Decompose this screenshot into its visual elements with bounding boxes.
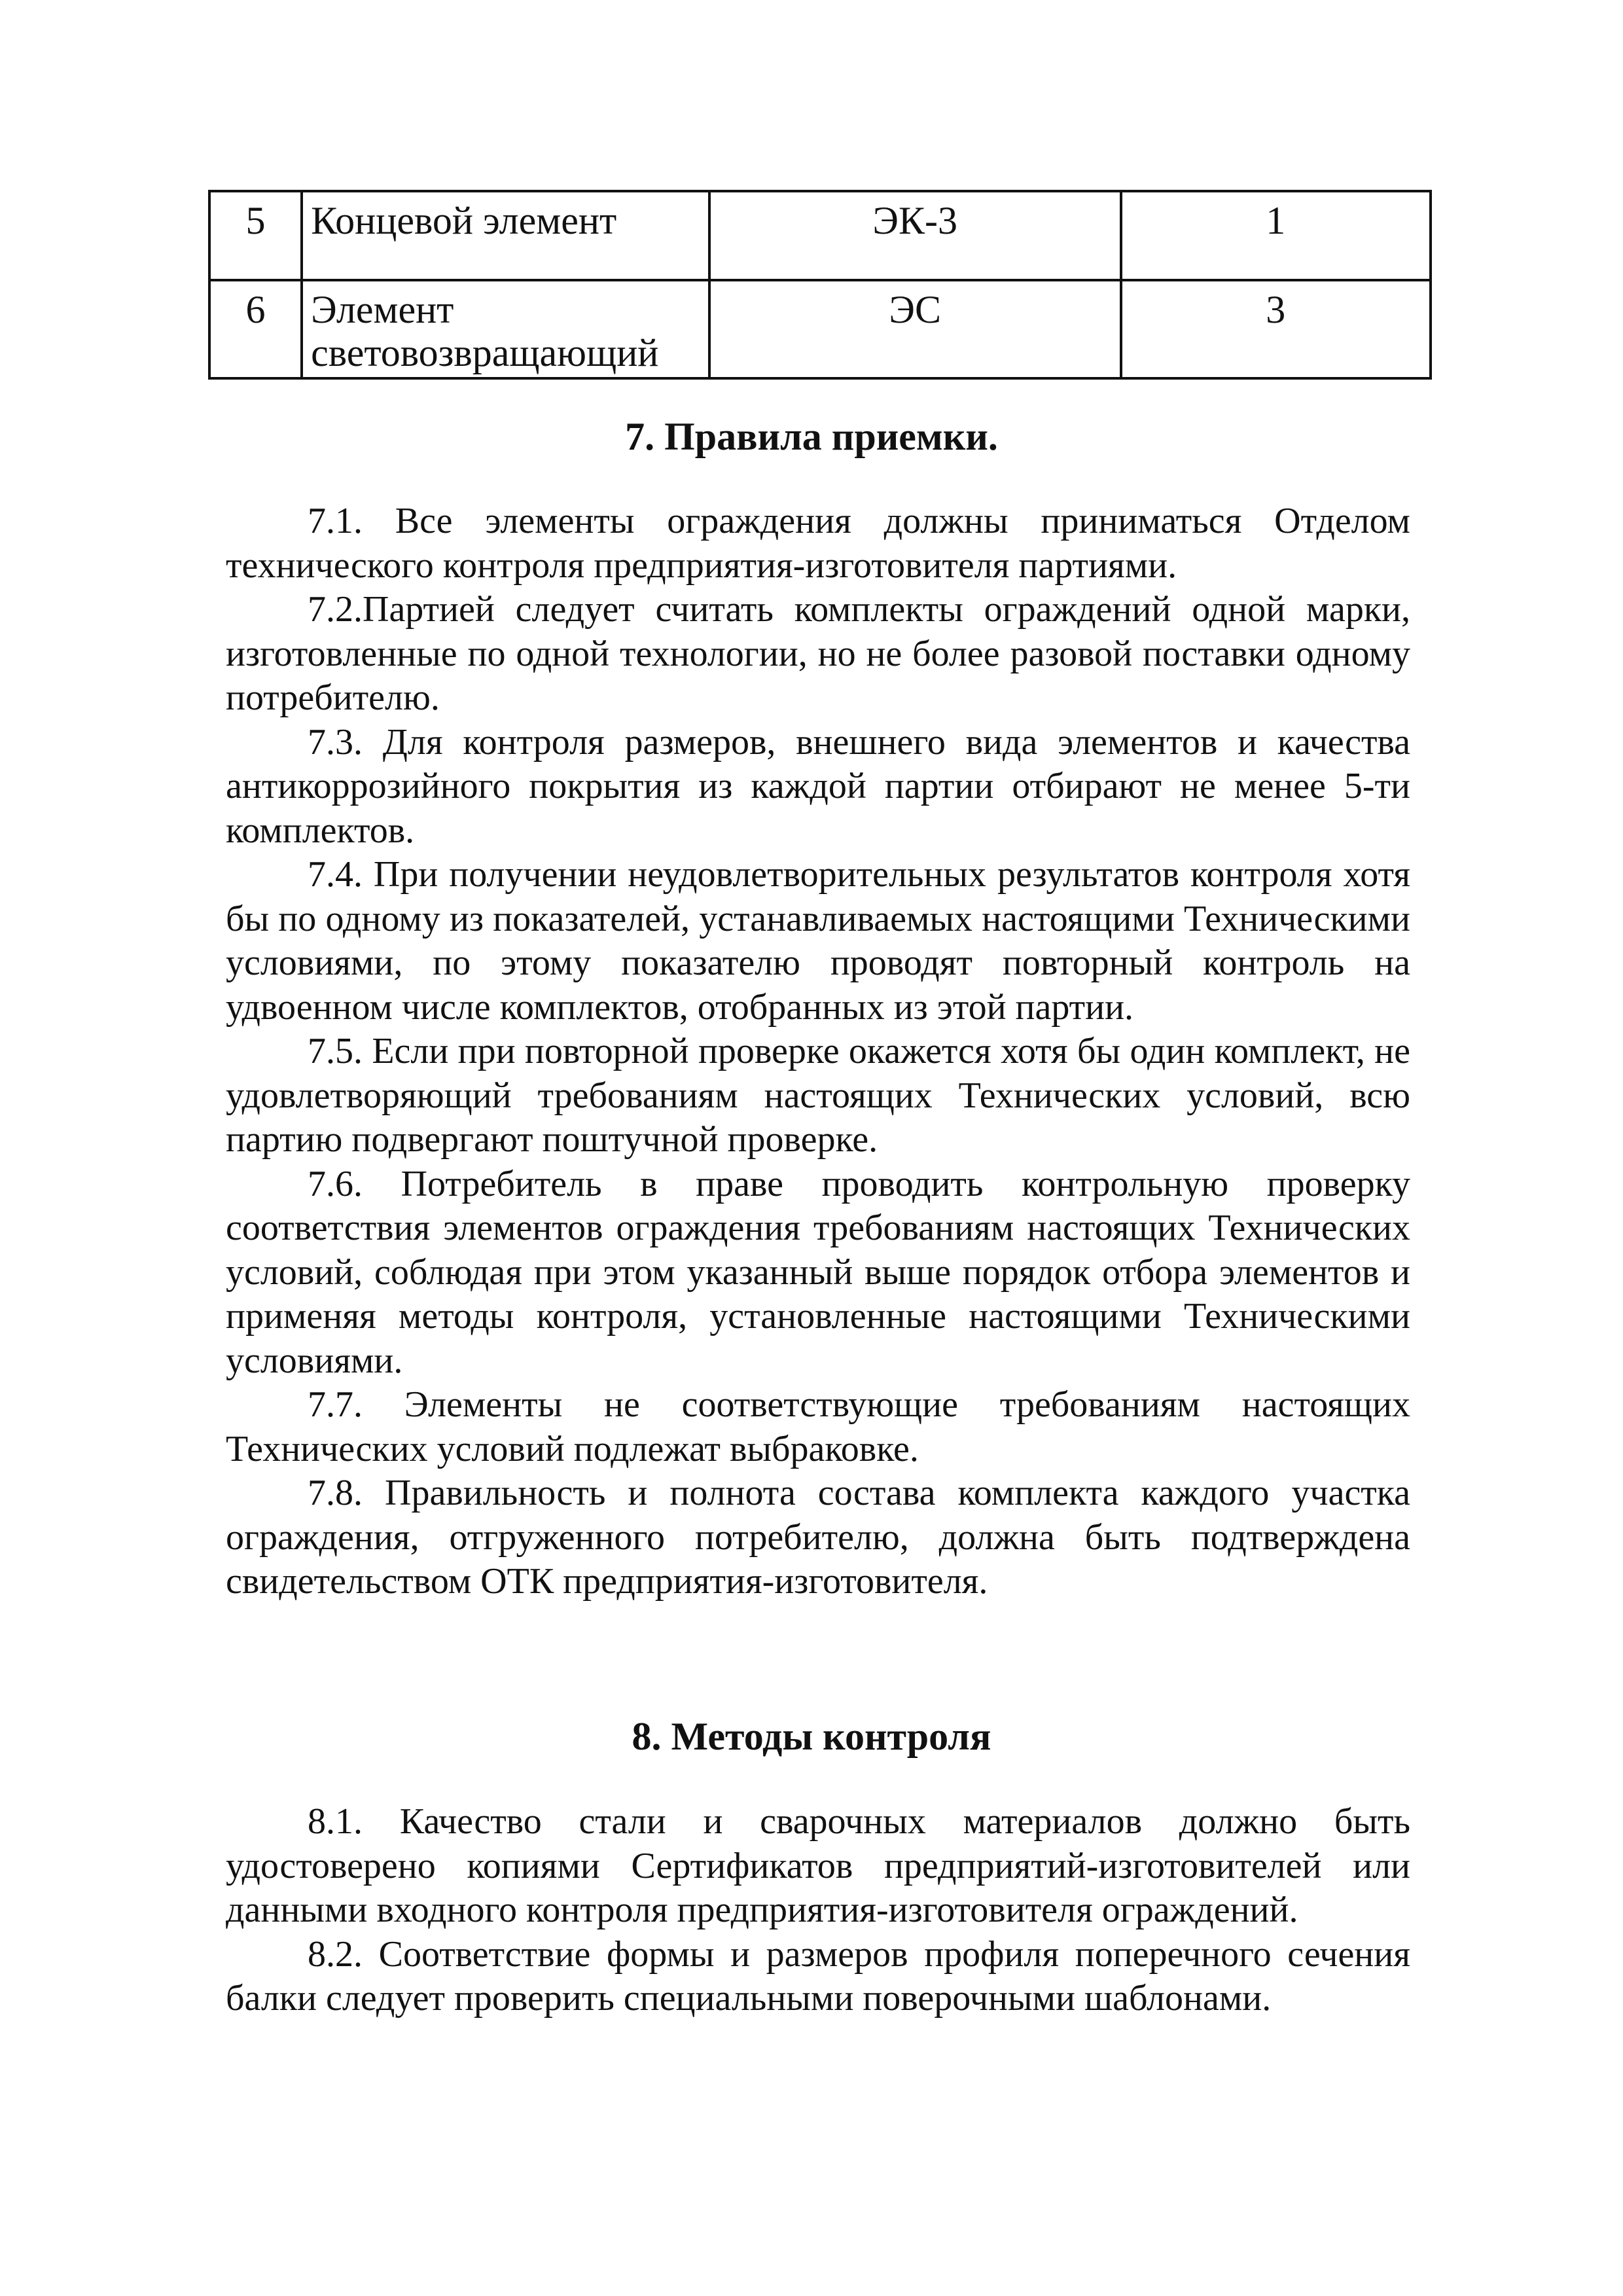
table-row (209, 280, 1431, 378)
element-code: ЭС (709, 280, 1121, 378)
paragraph-7-4: 7.4. При получении неудовлетворительных результатов контроля хотя бы по одному из показателей, устанавливаемых настоящими Техническими условиями, по этому показателю проводят повторный контроль на удвоенном числе комплектов, отобранных из этой партии. (226, 854, 1410, 1028)
element-name: Элемент световозвращающий (302, 280, 709, 378)
row-number: 6 (209, 280, 302, 378)
paragraph-8-2: 8.2. Соответствие формы и размеров профиля поперечного сечения балки следует проверить специальными поверочными шаблонами. (226, 1933, 1410, 2018)
section-7-heading: 7. Правила приемки. (625, 415, 998, 458)
paragraph-7-5: 7.5. Если при повторной проверке окажется хотя бы один комплект, не удовлетворяющий требованиям настоящих Технических условий, всю партию подвергают поштучной проверке. (226, 1031, 1410, 1160)
paragraph-7-3: 7.3. Для контроля размеров, внешнего вида элементов и качества антикоррозийного покрытия из каждой партии отбирают не менее 5-ти комплектов. (226, 721, 1410, 851)
section-8-body (226, 1800, 1410, 2021)
paragraph-7-8: 7.8. Правильность и полнота состава комплекта каждого участка ограждения, отгруженного потребителю, должна быть подтверждена свидетельством ОТК предприятия-изготовителя. (226, 1473, 1410, 1602)
paragraph-7-7: 7.7. Элементы не соответствующие требованиям настоящих Технических условий подлежат выбраковке. (226, 1384, 1410, 1469)
table-row (209, 191, 1431, 280)
paragraph-8-1: 8.1. Качество стали и сварочных материалов должно быть удостоверено копиями Сертификатов предприятий-изготовителей или данными входного контроля предприятия-изготовителя ограждений. (226, 1801, 1410, 1930)
element-quantity: 1 (1121, 191, 1431, 280)
element-name: Концевой элемент (302, 191, 709, 280)
section-7-body (226, 499, 1410, 1604)
element-code: ЭК-3 (709, 191, 1121, 280)
element-quantity: 3 (1121, 280, 1431, 378)
paragraph-7-6: 7.6. Потребитель в праве проводить контрольную проверку соответствия элементов ограждения требованиям настоящих Технических условий, соблюдая при этом указанный выше порядок отбора элементов и применяя методы контроля, установленные настоящими Техническими условиями. (226, 1163, 1410, 1381)
row-number: 5 (209, 191, 302, 280)
paragraph-7-1: 7.1. Все элементы ограждения должны приниматься Отделом технического контроля предприятия-изготовителя партиями. (226, 501, 1410, 586)
components-table (208, 190, 1432, 380)
paragraph-7-2: 7.2.Партией следует считать комплекты ограждений одной марки, изготовленные по одной технологии, но не более разовой поставки одному потребителю. (226, 589, 1410, 718)
section-8-heading: 8. Методы контроля (632, 1715, 991, 1758)
